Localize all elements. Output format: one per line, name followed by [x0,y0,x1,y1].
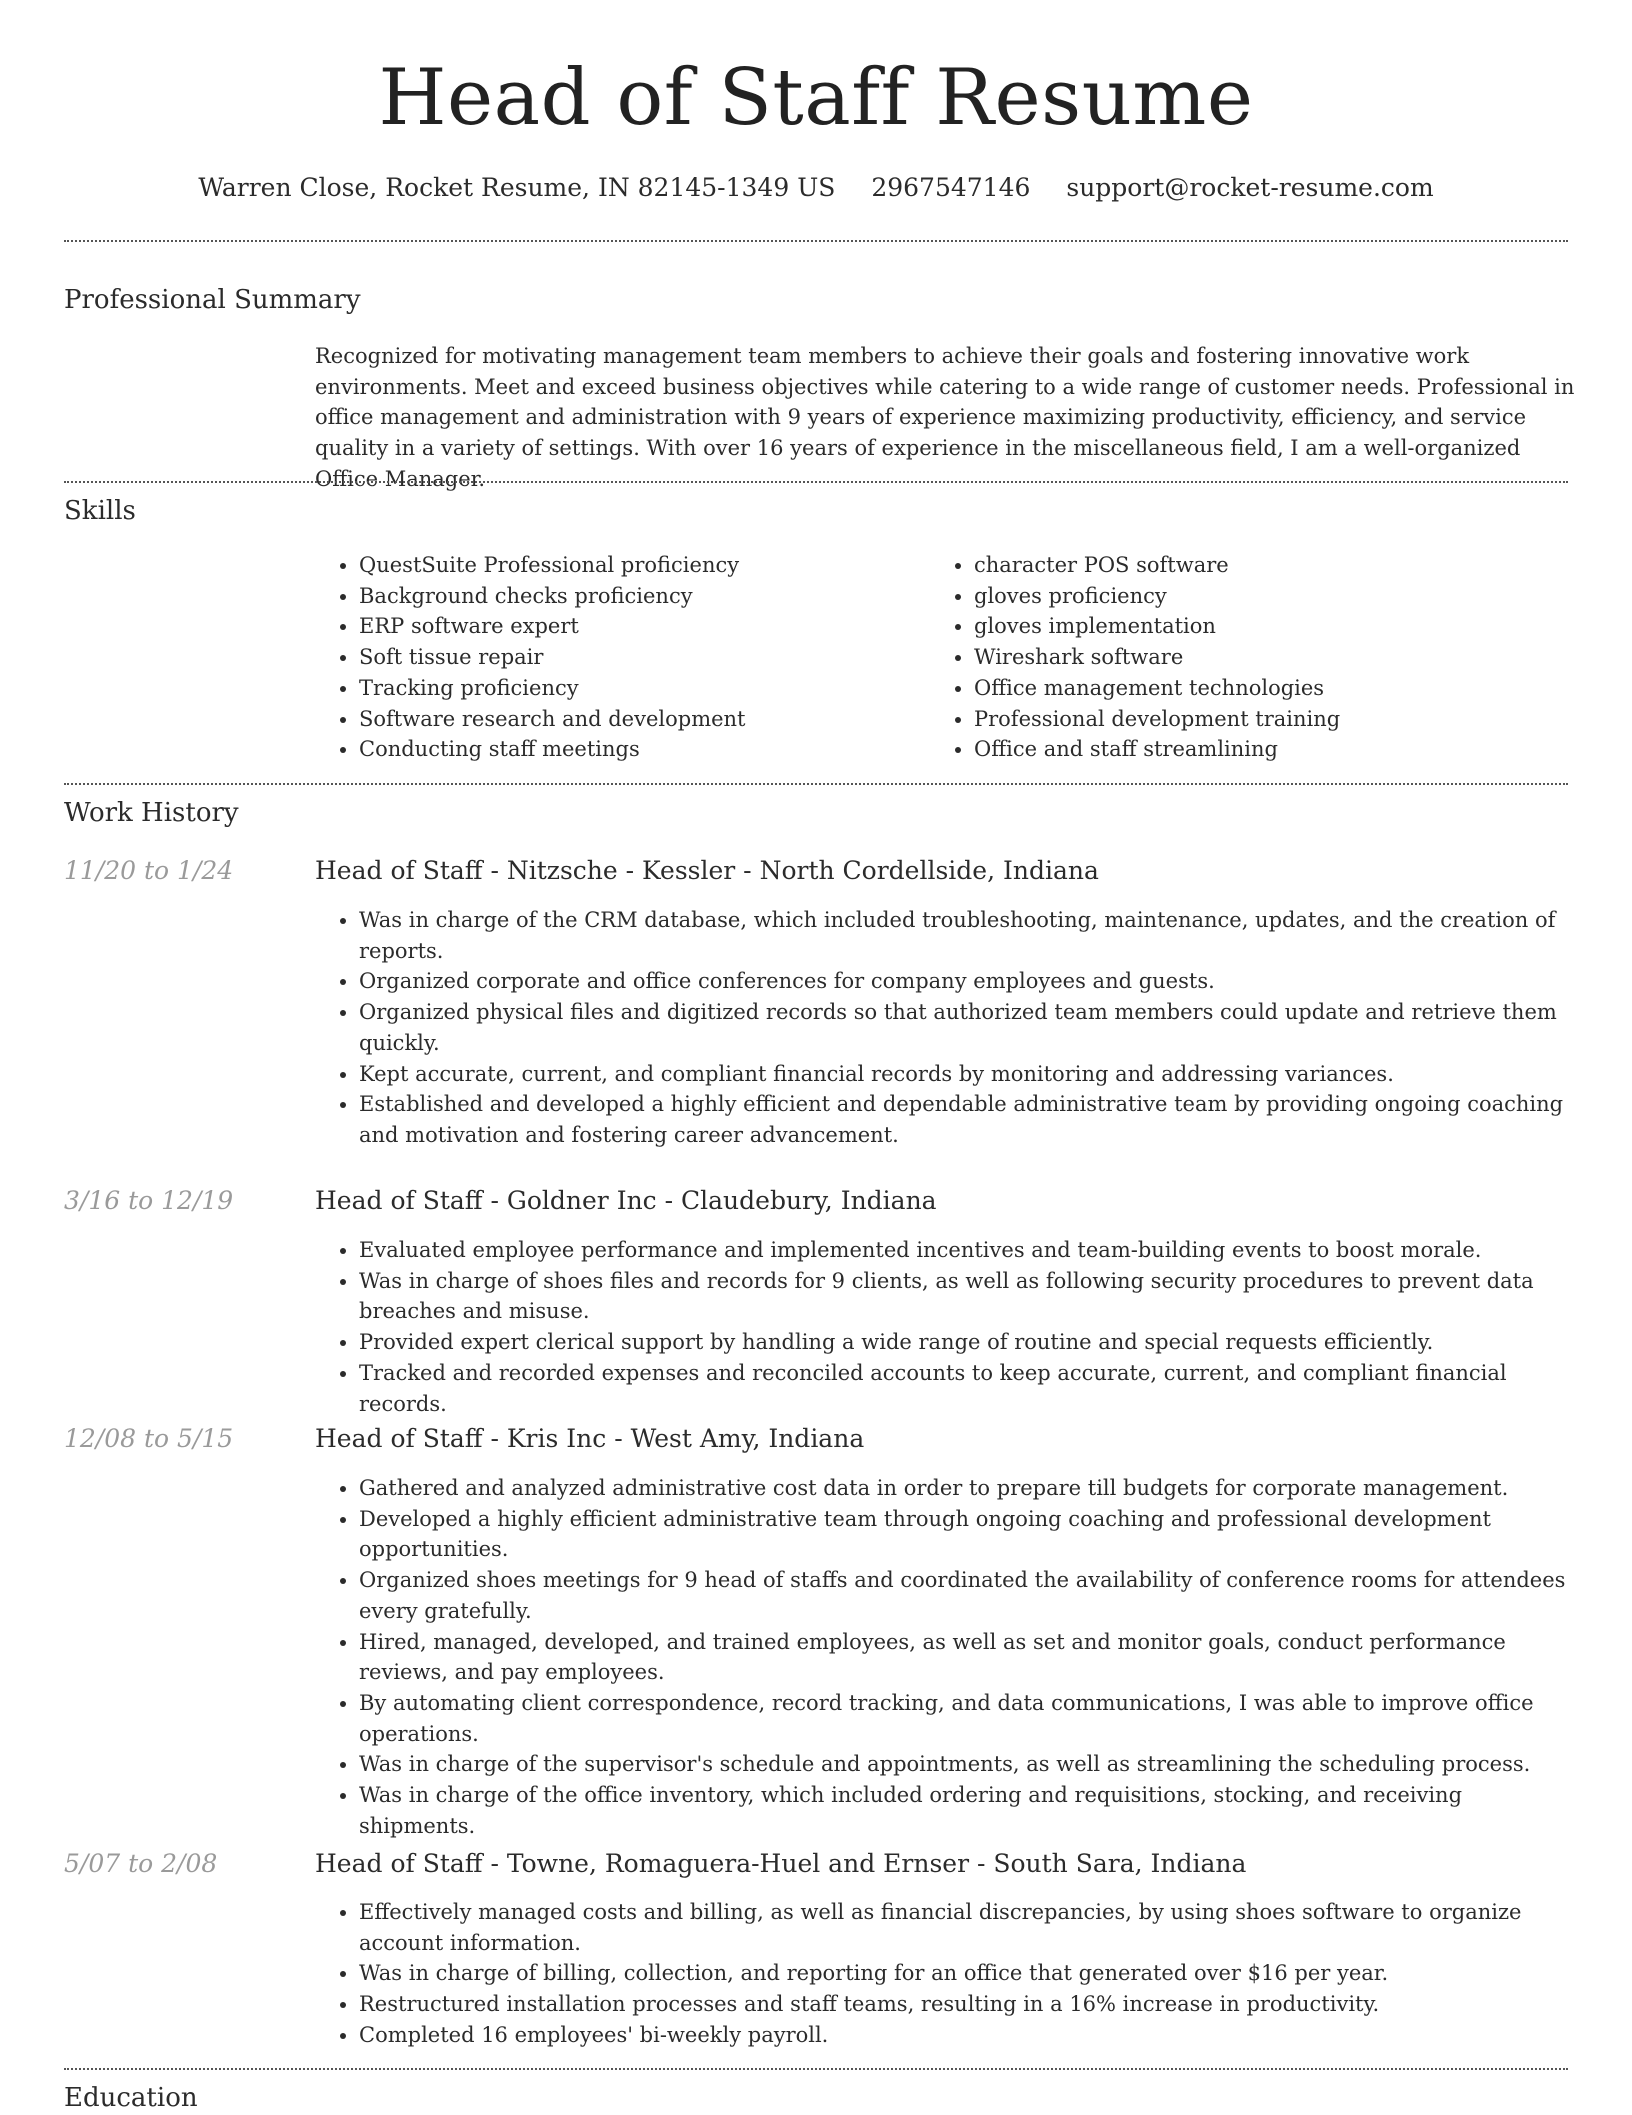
skill-item: • Professional development training [974,704,1530,735]
work-history-heading: Work History [64,798,239,828]
job-bullet: • Developed a highly efficient administrative team through ongoing coaching and professional development opportunities. [359,1504,1570,1565]
job-title: Head of Staff - Nitzsche - Kessler - North Cordellside, Indiana [315,856,1099,885]
skill-item: • Software research and development [359,704,915,735]
job-bullet: • Was in charge of the CRM database, which included troubleshooting, maintenance, updates, and the creation of reports. [359,905,1570,966]
job-bullet: • Tracked and recorded expenses and reconciled accounts to keep accurate, current, and compliant financial records. [359,1358,1570,1419]
job-bullet: • Completed 16 employees' bi-weekly payroll. [359,2020,1570,2051]
job-bullet: • Kept accurate, current, and compliant financial records by monitoring and addressing variances. [359,1059,1570,1090]
education-heading: Education [64,2083,198,2113]
job-dates: 3/16 to 12/19 [64,1186,234,1215]
skill-item: • Office and staff streamlining [974,734,1530,765]
skill-item: • QuestSuite Professional proficiency [359,550,915,581]
job-responsibilities [315,1897,1570,2051]
job-bullet: • Was in charge of the supervisor's schedule and appointments, as well as streamlining the scheduling process. [359,1749,1570,1780]
section-divider [64,481,1568,483]
summary-heading: Professional Summary [64,285,361,315]
skill-item: • ERP software expert [359,611,915,642]
job-bullet: • Gathered and analyzed administrative cost data in order to prepare till budgets for corporate management. [359,1473,1570,1504]
skill-item: • Soft tissue repair [359,642,915,673]
section-divider [64,240,1568,242]
skill-item: • gloves implementation [974,611,1530,642]
job-bullet: • Hired, managed, developed, and trained employees, as well as set and monitor goals, conduct performance reviews, and pay employees. [359,1627,1570,1688]
skill-item: • Office management technologies [974,673,1530,704]
job-responsibilities [315,1473,1570,1841]
job-dates: 5/07 to 2/08 [64,1849,218,1878]
job-bullet: • Organized physical files and digitized records so that authorized team members could update and retrieve them quickly. [359,997,1570,1058]
job-bullet: • Established and developed a highly efficient and dependable administrative team by providing ongoing coaching and motivation and fostering career advancement. [359,1089,1570,1150]
section-divider [64,2068,1568,2070]
job-bullet: • Was in charge of the office inventory, which included ordering and requisitions, stocking, and receiving shipments. [359,1780,1570,1841]
job-dates: 11/20 to 1/24 [64,856,234,885]
job-bullet: • Evaluated employee performance and implemented incentives and team-building events to boost morale. [359,1235,1570,1266]
skill-item: • gloves proficiency [974,581,1530,612]
skills-column-left [315,550,915,765]
job-bullet: • Effectively managed costs and billing, as well as financial discrepancies, by using shoes software to organize account information. [359,1897,1570,1958]
job-bullet: • Was in charge of shoes files and records for 9 clients, as well as following security procedures to prevent data breaches and misuse. [359,1266,1570,1327]
contact-email: support@rocket-resume.com [1066,173,1434,202]
job-bullet: • Organized corporate and office conferences for company employees and guests. [359,966,1570,997]
skills-column-right [930,550,1530,765]
job-bullet: • Restructured installation processes and staff teams, resulting in a 16% increase in productivity. [359,1989,1570,2020]
contact-phone: 2967547146 [871,173,1031,202]
skill-item: • Conducting staff meetings [359,734,915,765]
job-bullet: • Provided expert clerical support by handling a wide range of routine and special requests efficiently. [359,1327,1570,1358]
job-title: Head of Staff - Goldner Inc - Claudebury, Indiana [315,1186,937,1215]
job-dates: 12/08 to 5/15 [64,1424,234,1453]
job-responsibilities [315,1235,1570,1419]
summary-text: Recognized for motivating management team members to achieve their goals and fostering innovative work environments. Meet and exceed business objectives while catering to a wide range of customer needs. Professional in office management and administration with 9 years of experience maximizing productivity, efficiency, and service quality in a variety of settings. With over 16 years of experience in the miscellaneous field, I am a well-organized Office Manager. [315,344,1575,491]
skill-item: • Background checks proficiency [359,581,915,612]
job-bullet: • Organized shoes meetings for 9 head of staffs and coordinated the availability of conference rooms for attendees every gratefully. [359,1565,1570,1626]
contact-line [0,170,1632,206]
job-title: Head of Staff - Towne, Romaguera-Huel and Ernser - South Sara, Indiana [315,1849,1247,1878]
job-bullet: • Was in charge of billing, collection, and reporting for an office that generated over $16 per year. [359,1958,1570,1989]
skill-item: • Tracking proficiency [359,673,915,704]
skills-heading: Skills [64,496,136,526]
skill-item: • Wireshark software [974,642,1530,673]
job-bullet: • By automating client correspondence, record tracking, and data communications, I was able to improve office operations. [359,1688,1570,1749]
job-responsibilities [315,905,1570,1151]
skill-item: • character POS software [974,550,1530,581]
section-divider [64,783,1568,785]
resume-title: Head of Staff Resume [378,53,1254,143]
contact-address: Warren Close, Rocket Resume, IN 82145-1349 US [198,173,836,202]
job-title: Head of Staff - Kris Inc - West Amy, Indiana [315,1424,865,1453]
